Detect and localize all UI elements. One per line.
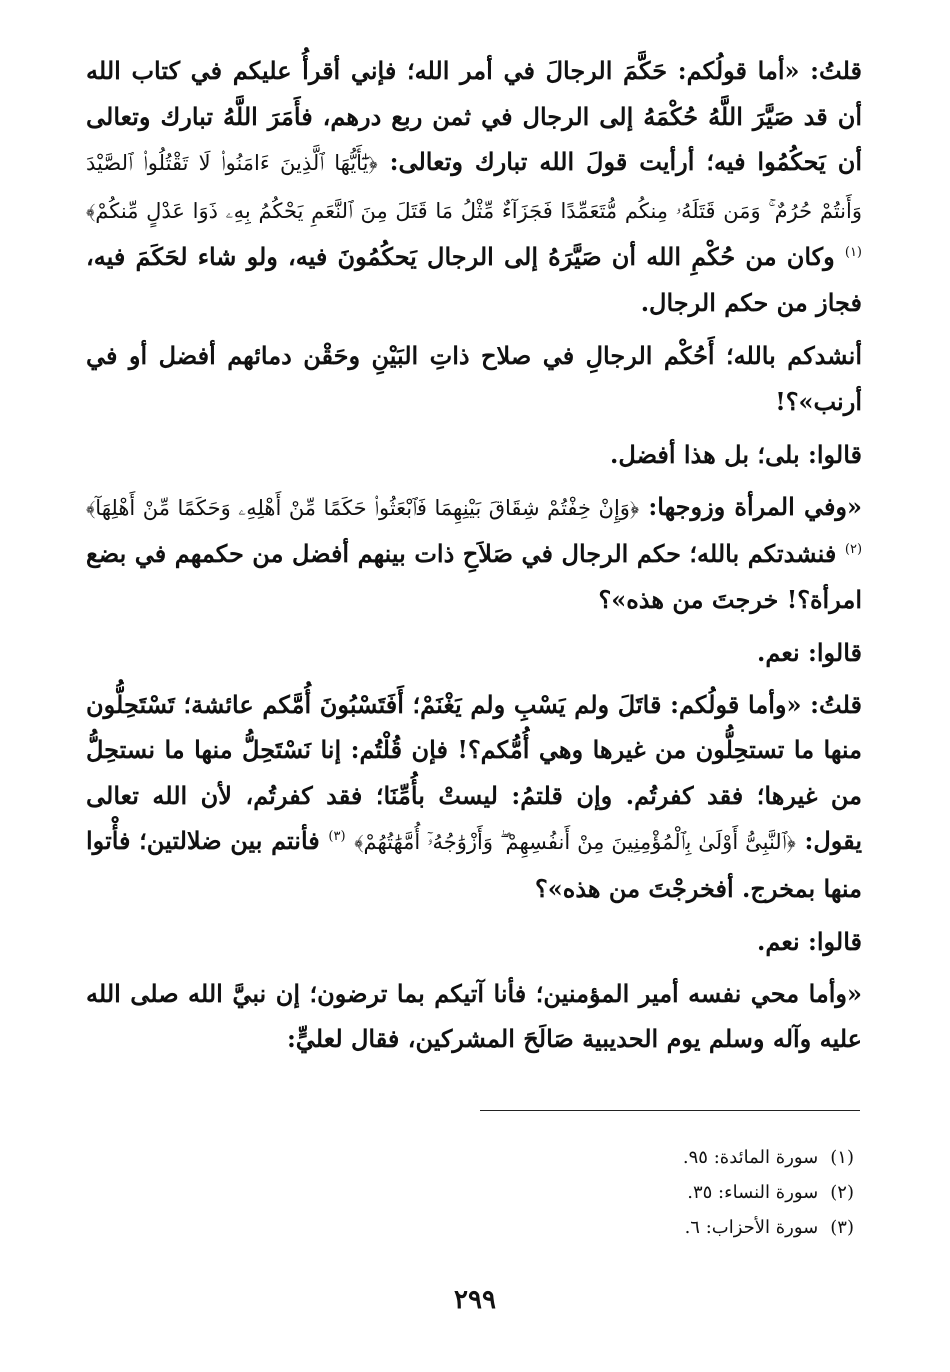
paragraph-7	[86, 919, 862, 965]
paragraph-2	[86, 333, 862, 424]
page-number: ٢٩٩	[454, 1285, 496, 1315]
paragraph-8	[86, 971, 862, 1062]
quran-verse: ﴿ٱلنَّبِىُّ أَوْلَىٰ بِٱلْمُؤْمِنِينَ مِنْ أَنفُسِهِمْ ۖ وَأَزْوَٰجُهُۥٓ أُمَّهَٰتُهُمْ﴾	[354, 830, 796, 854]
footnote-marker[interactable]: (١)	[844, 245, 862, 260]
footnotes	[454, 1140, 854, 1245]
main-text	[86, 48, 862, 1070]
footnote-item	[454, 1140, 854, 1175]
footnote-marker[interactable]: (٢)	[844, 542, 863, 557]
footnote-number: (٢)	[830, 1182, 854, 1203]
paragraph-3	[86, 432, 862, 478]
paragraph-text: قلتُ: «وأما قولُكم: قاتَلَ ولم يَسْبِ ولم يَغْنَمْ؛ أَفَتَسْبُونَ أُمَّكم عائشة؛ تَسْتَحِلُّون منها ما تستحِلُّون من غيرها وهي أُمُّكم؟! فإن قُلْتُم: إنا نَسْتَحِلُّ منها ما نستحِلُّ من غيرها؛ فقد كفرتُم. وإن قلتمُ: ليستْ بأُمِّنَا؛ فقد كفرتُم، لأن الله تعالى يقول:	[86, 689, 862, 855]
paragraph-text: أنشدكم بالله؛ أَحُكْم الرجالِ في صلاح ذاتِ البَيْنِ وحَقْن دمائهم أفضل أو في أرنب»؟!	[86, 341, 862, 416]
footnote-text: سورة المائدة: ٩٥.	[682, 1147, 819, 1168]
paragraph-text: «وفي المرأة وزوجها:	[639, 491, 863, 521]
paragraph-5	[86, 630, 862, 676]
paragraph-text: قالوا: نعم.	[757, 638, 862, 667]
footnote-item	[454, 1175, 854, 1210]
footnote-number: (٣)	[830, 1217, 854, 1238]
paragraph-1	[86, 48, 862, 325]
quran-verse: ﴿وَإِنْ خِفْتُمْ شِقَاقَ بَيْنِهِمَا فَٱبْعَثُوا۟ حَكَمًا مِّنْ أَهْلِهِۦ وَحَكَمًا مِّنْ أَهْلِهَآ﴾	[86, 495, 640, 520]
quran-verse: ﴿يَٰٓأَيُّهَا ٱلَّذِينَ ءَامَنُوا۟ لَا تَقْتُلُوا۟ ٱلصَّيْدَ وَأَنتُمْ حُرُمٌ ۚ وَمَن قَتَلَهُۥ مِنكُم مُّتَعَمِّدًا فَجَزَآءٌ مِّثْلُ مَا قَتَلَ مِنَ ٱلنَّعَمِ يَحْكُمُ بِهِۦ ذَوَا عَدْلٍ مِّنكُمْ﴾	[86, 151, 862, 223]
paragraph-text: قالوا: نعم.	[757, 927, 862, 956]
footnote-text: سورة النساء: ٣٥.	[687, 1182, 819, 1203]
footnote-text: سورة الأحزاب: ٦.	[684, 1217, 819, 1238]
footnote-marker[interactable]: (٣)	[328, 829, 346, 844]
footnote-number: (١)	[830, 1147, 854, 1168]
footnote-item	[454, 1210, 854, 1245]
paragraph-text: فنشدتكم بالله؛ حكم الرجال في صَلاَحِ ذات بينهم أفضل من حكمهم في بضع امرأة؟! خرجتَ من هذه»؟	[86, 539, 862, 614]
paragraph-text: قلتُ: «أما قولُكم: حَكَّمَ الرجالَ في أمر الله؛ فإني أقرأُ عليكم في كتاب الله أن قد صَيَّرَ اللَّهُ حُكْمَهُ إلى الرجال في ثمن ربع درهم، فأَمَرَ اللَّهُ تبارك وتعالى أن يَحكُمُوا فيه؛ أرأيت قولَ الله تبارك وتعالى:	[86, 56, 863, 176]
paragraph-text: وكان من حُكْمِ الله أن صَيَّرَهُ إلى الرجال يَحكُمُونَ فيه، ولو شاء لحَكَمَ فيه، فجاز من حكم الرجال.	[86, 242, 862, 317]
paragraph-6	[86, 682, 862, 912]
paragraph-text: قالوا: بلى؛ بل هذا أفضل.	[610, 440, 862, 469]
paragraph-text: «وأما محي نفسه أمير المؤمنين؛ فأنا آتيكم بما ترضون؛ إن نبيَّ الله صلى الله عليه وآله وسلم يوم الحديبية صَالَحَ المشركين، فقال لعليٍّ:	[86, 978, 862, 1053]
footnote-divider	[480, 1110, 860, 1111]
paragraph-4	[86, 484, 862, 623]
paragraph-text: فأنتم بين ضلالتين؛ فأْتوا منها بمخرج. أفخرجْتَ من هذه»؟	[86, 826, 862, 903]
